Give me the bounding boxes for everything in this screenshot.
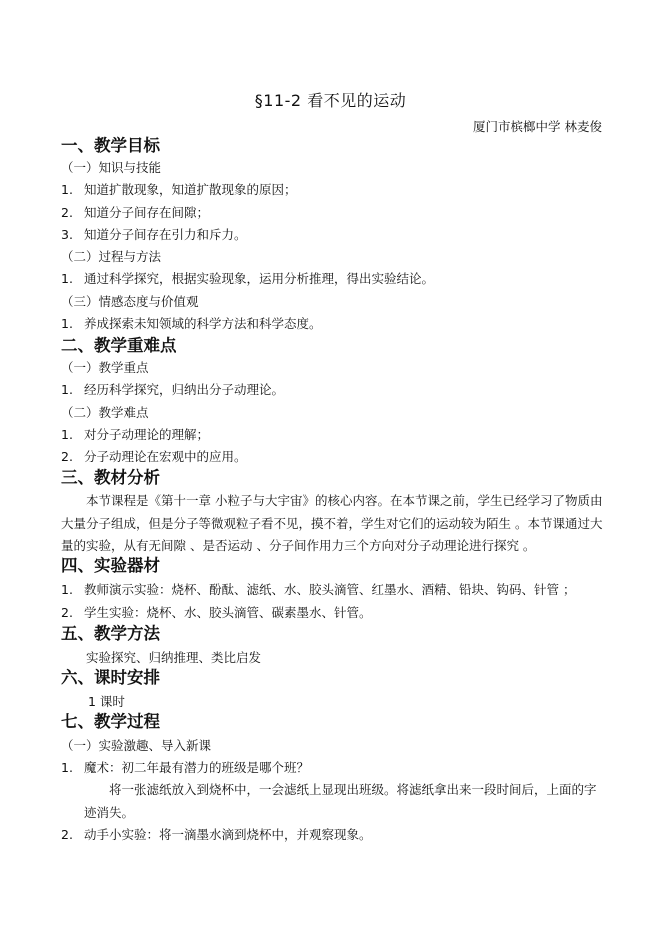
list-number: 3.	[61, 227, 73, 242]
list-item	[61, 205, 209, 221]
list-item	[61, 227, 247, 243]
section-heading-objectives: 一、教学目标	[61, 136, 160, 155]
list-item	[61, 382, 284, 398]
list-text: 教师演示实验：烧杯、酚酞、滤纸、水、胶头滴管、红墨水、酒精、铅块、钩码、针管 ；	[84, 582, 576, 597]
list-text: 知道分子间存在引力和斥力。	[84, 227, 247, 242]
methods-text: 实验探究、归纳推理、类比启发	[86, 650, 262, 665]
section-heading-methods: 五、教学方法	[61, 624, 160, 643]
list-number: 2.	[61, 205, 73, 220]
list-item	[61, 182, 297, 198]
author-line: 厦门市槟榔中学 林麦俊	[473, 119, 602, 134]
analysis-paragraph	[61, 490, 606, 558]
subheading-focus: （一）教学重点	[61, 360, 149, 375]
list-text: 动手小实验：将一滴墨水滴到烧杯中，并观察现象。	[84, 827, 372, 842]
list-text: 养成探索未知领域的科学方法和科学态度。	[84, 316, 322, 331]
list-item	[61, 605, 372, 621]
list-number: 1.	[61, 182, 73, 197]
list-text: 分子动理论在宏观中的应用。	[84, 449, 247, 464]
list-item	[61, 316, 322, 332]
list-text: 知道分子间存在间隙；	[84, 205, 210, 220]
list-item	[61, 760, 309, 776]
list-number: 1.	[61, 271, 73, 286]
section-heading-key-points: 二、教学重难点	[61, 336, 177, 355]
list-text: 经历科学探究，归纳出分子动理论。	[84, 382, 285, 397]
section-heading-schedule: 六、课时安排	[61, 668, 160, 687]
page-title: §11-2 看不见的运动	[254, 91, 407, 110]
list-item	[61, 449, 247, 465]
list-number: 1.	[61, 427, 73, 442]
list-number: 1.	[61, 582, 73, 597]
section-heading-material-analysis: 三、教材分析	[61, 468, 160, 487]
section-heading-process: 七、教学过程	[61, 712, 160, 731]
magic-detail-paragraph	[84, 779, 604, 824]
list-item	[61, 582, 575, 598]
list-number: 1.	[61, 316, 73, 331]
section-heading-equipment: 四、实验器材	[61, 556, 160, 575]
list-text: 魔术：初二年最有潜力的班级是哪个班？	[84, 760, 310, 775]
list-number: 2.	[61, 605, 73, 620]
list-item	[61, 427, 209, 443]
paragraph-text: 将一张滤纸放入到烧杯中，一会滤纸上显现出班级。将滤纸拿出来一段时间后，上面的字迹消失。	[84, 782, 597, 820]
list-text: 学生实验：烧杯、水、胶头滴管、碳素墨水、针管。	[84, 605, 372, 620]
list-text: 知道扩散现象，知道扩散现象的原因；	[84, 182, 297, 197]
list-number: 2.	[61, 827, 73, 842]
list-number: 1.	[61, 382, 73, 397]
subheading-difficulty: （二）教学难点	[61, 405, 149, 420]
list-text: 通过科学探究，根据实验现象，运用分析推理，得出实验结论。	[84, 271, 435, 286]
schedule-text: 1 课时	[88, 694, 125, 709]
list-item	[61, 827, 372, 843]
paragraph-text: 本节课程是《第十一章 小粒子与大宇宙》的核心内容。在本节课之前，学生已经学习了物质由大量分子组成，但是分子等微观粒子看不见，摸不着，学生对它们的运动较为陌生 。本节课通过大量的实验，从有无间隙 、是否运动 、分子间作用力三个方向对分子动理论进行探究 。	[61, 493, 603, 553]
list-number: 2.	[61, 449, 73, 464]
subheading-process: （二）过程与方法	[61, 249, 162, 264]
list-number: 1.	[61, 760, 73, 775]
subheading-knowledge: （一）知识与技能	[61, 160, 162, 175]
subheading-intro: （一）实验激趣、导入新课	[61, 738, 212, 753]
list-text: 对分子动理论的理解；	[84, 427, 210, 442]
list-item	[61, 271, 434, 287]
subheading-attitude: （三）情感态度与价值观	[61, 294, 199, 309]
